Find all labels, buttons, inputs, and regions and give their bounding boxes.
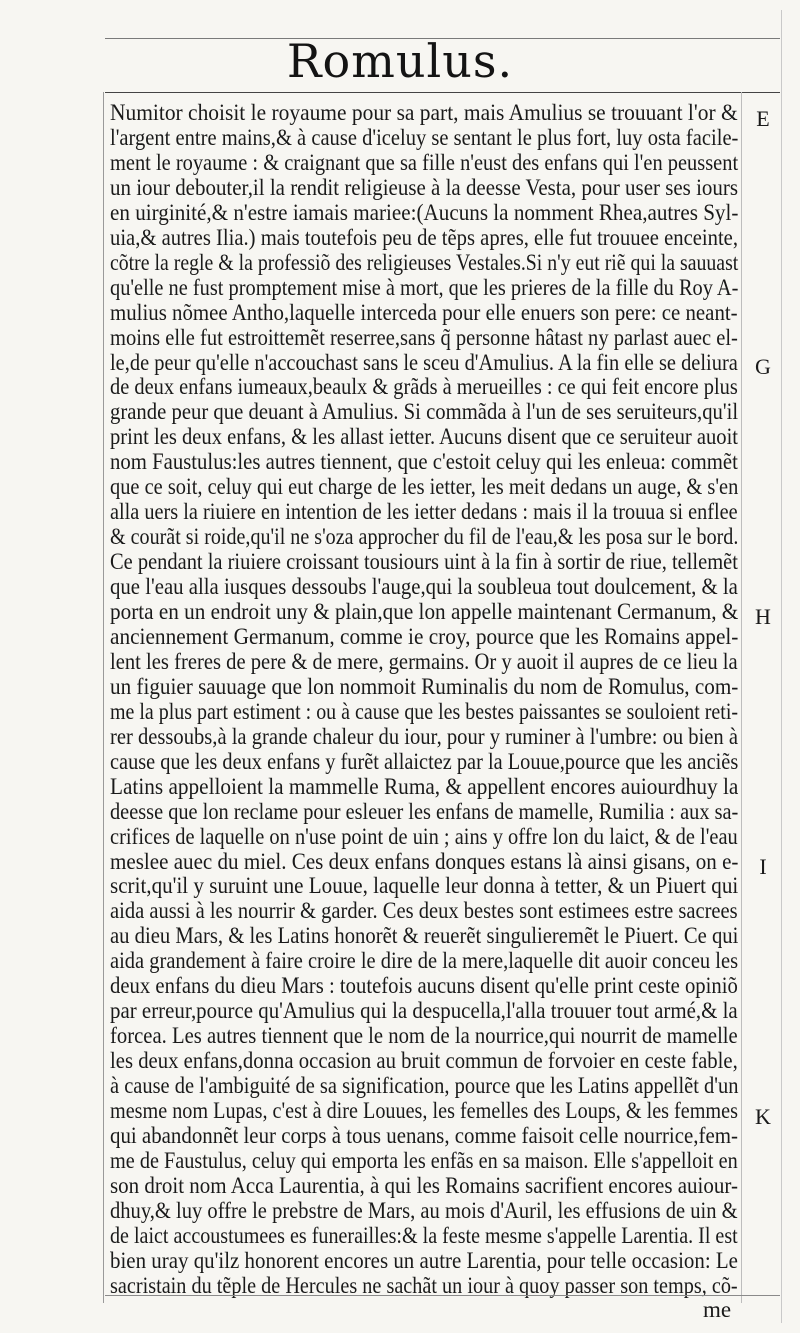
margin-section-letter: K xyxy=(755,1104,771,1129)
text-line: forcea. Les autres tiennent que le nom de la nourrice,qui nourrit de mamelle xyxy=(110,1023,738,1050)
text-line: cõtre la regle & la professiõ des religieuses Vestales.Si n'y eut riẽ qui la sauuast xyxy=(110,249,739,276)
text-line: Latins appelloient la mammelle Ruma, & appellent encores auiourdhuy la xyxy=(110,773,739,800)
text-block-left-rule xyxy=(103,92,104,1303)
text-block-right-rule xyxy=(741,92,742,1303)
text-line: mulius nõmee Antho,laquelle interceda pour elle enuers son pere: ce neant- xyxy=(110,299,738,326)
page-title: Romulus. xyxy=(286,34,514,88)
text-line: mesme nom Lupas, c'est à dire Louues, les femelles des Loups, & les femmes xyxy=(110,1098,738,1124)
text-line: aida aussi à les nourrir & garder. Ces deux bestes sont estimees estre sacrees xyxy=(110,898,738,925)
margin-section-letter: I xyxy=(759,854,767,879)
text-line: me la plus part estiment : ou à cause que les bestes paissantes se souloient reti- xyxy=(110,698,739,725)
text-line: que ce soit, celuy qui eut charge de les ietter, les meit dedans un auge, & s'en xyxy=(110,474,739,501)
text-line: aida grandement à faire croire le dire de la mere,laquelle dit auoir conceu les xyxy=(110,948,739,975)
text-line: Ce pendant la riuiere croissant tousiours uint à la fin à sortir de riue, tellemẽt xyxy=(110,549,738,576)
text-line: meslee auec du miel. Ces deux enfans donques estans là ainsi gisans, on e- xyxy=(110,848,739,875)
text-line: print les deux enfans, & les allast ietter. Aucuns disent que ce seruiteur auoit xyxy=(110,424,739,451)
text-line: par erreur,pource qu'Amulius qui la despucella,l'alla trouuer tout armé,& la xyxy=(110,998,738,1025)
text-line: le,de peur qu'elle n'accouchast sans le sceu d'Amulius. A la fin elle se deliura xyxy=(110,349,738,376)
text-line: alla uers la riuiere en intention de les ietter dedans : mais il la trouua si enflee xyxy=(110,499,738,526)
text-line: lent les freres de pere & de mere, germains. Or y auoit il aupres de ce lieu la xyxy=(110,648,738,675)
margin-section-letter: H xyxy=(755,604,771,629)
text-line: uia,& autres Ilia.) mais toutefois peu de tẽps apres, elle fut trouuee enceinte, xyxy=(110,224,738,251)
text-line: deesse que lon reclame pour esleuer les enfans de mamelle, Rumilia : aux sa- xyxy=(110,798,739,825)
header-rule xyxy=(105,92,780,93)
text-line: scrit,qu'il y suruint une Louue, laquelle leur donna à tetter, & un Piuert qui xyxy=(110,873,739,900)
margin-section-letter: E xyxy=(756,106,770,131)
text-line: de laict accoustumees es funerailles:& la feste mesme s'appelle Larentia. Il est xyxy=(110,1222,738,1249)
text-line: un iour debouter,il la rendit religieuse à la deesse Vesta, pour user ses iours xyxy=(110,174,738,201)
text-line: & courãt si roide,qu'il ne s'oza approcher du fil de l'eau,& les posa sur le bord. xyxy=(110,524,739,551)
text-line: grande peur que deuant à Amulius. Si commãda à l'un de ses seruiteurs,qu'il xyxy=(110,399,739,426)
text-line: porta en un endroit uny & plain,que lon appelle maintenant Cermanum, & xyxy=(110,599,739,625)
text-line: son droit nom Acca Laurentia, à qui les Romains sacrifient encores auiour- xyxy=(110,1172,738,1199)
page-edge-line xyxy=(781,10,782,1323)
text-line: bien uray qu'ilz honorent encores un autre Larentia, pour telle occasion: Le xyxy=(110,1247,738,1274)
margin-section-letter: G xyxy=(755,354,771,379)
text-line: moins elle fut estroittemẽt reserree,sans q̃ personne hâtast ny parlast auec el- xyxy=(110,324,738,351)
text-line: à cause de l'ambiguité de sa signification, pource que les Latins appellẽt d'un xyxy=(110,1073,739,1100)
text-line: anciennement Germanum, comme ie croy, pource que les Romains appel- xyxy=(110,623,739,650)
text-line: les deux enfans,donna occasion au bruit commun de forvoier en ceste fable, xyxy=(110,1048,738,1075)
text-line: l'argent entre mains,& à cause d'iceluy se sentant le plus fort, luy osta facile- xyxy=(110,124,739,151)
text-line: dhuy,& luy offre le prebstre de Mars, au mois d'Auril, les effusions de uin & xyxy=(110,1197,738,1224)
catchword: me xyxy=(703,1297,732,1322)
text-line: deux enfans du dieu Mars : toutefois aucuns disent qu'elle print ceste opiniõ xyxy=(110,973,738,1000)
text-line: que l'eau alla iusques dessoubs l'auge,qui la soubleua tout doulcement, & la xyxy=(110,574,738,601)
text-line: en uirginité,& n'estre iamais mariee:(Aucuns la nomment Rhea,autres Syl- xyxy=(110,199,739,226)
text-line: crifices de laquelle on n'use point de uin ; ains y offre lon du laict, & de l'eau xyxy=(110,823,738,850)
text-line: me de Faustulus, celuy qui emporta les enfãs en sa maison. Elle s'appelloit en xyxy=(110,1147,738,1174)
text-line: Numitor choisit le royaume pour sa part, mais Amulius se trouuant l'or & xyxy=(110,100,738,126)
text-line: rer dessoubs,à la grande chaleur du iour, pour y ruminer à l'umbre: ou bien à xyxy=(110,723,738,750)
text-line: nom Faustulus:les autres tiennent, que c'estoit celuy qui les enleua: commẽt xyxy=(110,449,738,476)
footer-rule xyxy=(105,1295,780,1296)
text-line: cause que les deux enfans y furẽt allaictez par la Louue,pource que les anciẽs xyxy=(110,748,739,775)
text-line: sacristain du tẽple de Hercules ne sachãt un iour à quoy passer son temps, cõ- xyxy=(110,1272,738,1299)
text-line: qui abandonnẽt leur corps à tous uenans, comme faisoit celle nourrice,fem- xyxy=(110,1122,738,1149)
text-line: ment le royaume : & craignant que sa fille n'eust des enfans qui l'en peussent xyxy=(110,149,739,176)
text-line: de deux enfans iumeaux,beaulx & grãds à merueilles : ce qui feit encore plus xyxy=(110,374,738,401)
text-line: au dieu Mars, & les Latins honorẽt & reuerẽt singulieremẽt le Piuert. Ce qui xyxy=(110,923,739,950)
text-line: qu'elle ne fust promptement mise à mort, que les prieres de la fille du Roy A- xyxy=(110,274,739,301)
text-line: un figuier sauuage que lon nommoit Ruminalis du nom de Romulus, com- xyxy=(110,673,739,700)
